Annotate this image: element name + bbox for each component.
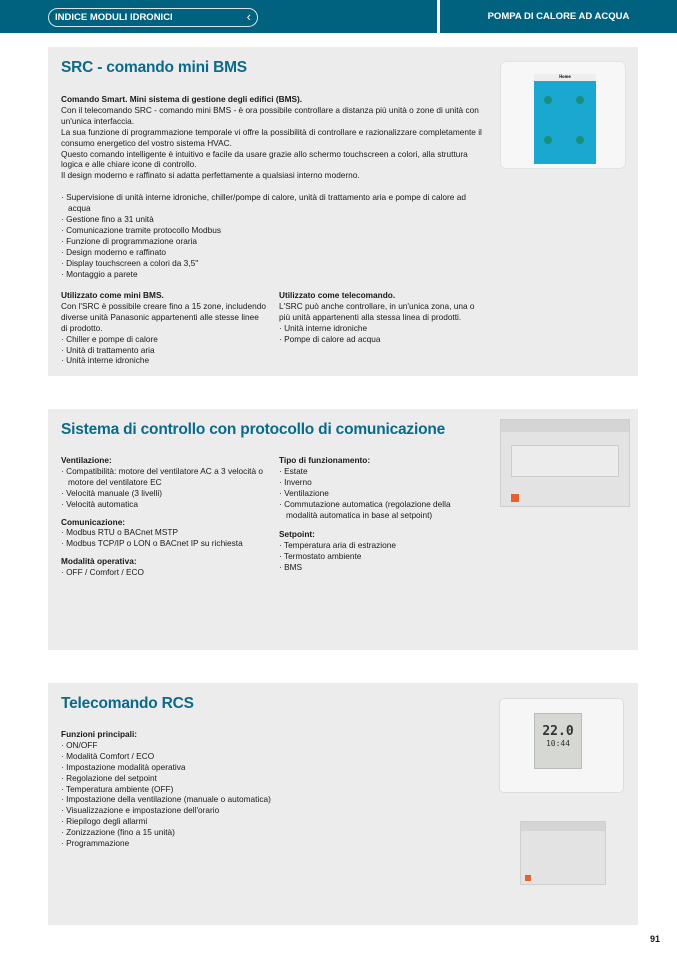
setpoint-heading: Setpoint: <box>279 529 315 540</box>
src-panel <box>48 47 638 376</box>
list-item: · Modalità Comfort / ECO <box>61 750 155 761</box>
bms-item: · Unità di trattamento aria <box>61 344 155 355</box>
section-title: POMPA DI CALORE AD ACQUA <box>487 11 630 22</box>
operation-heading: Tipo di funzionamento: <box>279 455 371 465</box>
remote-item: · Unità interne idroniche <box>279 322 368 333</box>
list-item: · Velocità manuale (3 livelli) <box>61 487 162 498</box>
feature-item: · Design moderno e raffinato <box>61 246 167 257</box>
intro-p: Questo comando intelligente è intuitivo e facile da usare grazie allo schermo touchscreen a colori, alla struttura logica e alle chiare icone di controllo. <box>61 148 468 170</box>
rcs-title: Telecomando RCS <box>61 695 194 712</box>
feature-item: · Display touchscreen a colori da 3,5'' <box>61 257 199 268</box>
rcs-functions <box>61 729 361 849</box>
page-number: 91 <box>650 934 661 944</box>
list-item: · Estate <box>279 465 308 476</box>
feature-item: · Montaggio a parete <box>61 268 138 279</box>
feature-item: · Comunicazione tramite protocollo Modbus <box>61 224 222 235</box>
controller-image-small <box>520 821 606 885</box>
bms-item: · Unità interne idroniche <box>61 355 150 366</box>
mode-heading: Modalità operativa: <box>61 556 137 567</box>
list-item: · Regolazione del setpoint <box>61 772 157 783</box>
list-item: · Zonizzazione (fino a 15 unità) <box>61 827 175 838</box>
index-link[interactable] <box>48 8 258 27</box>
list-item: · Termostato ambiente <box>279 551 362 562</box>
feature-item: · Gestione fino a 31 unità <box>61 214 154 225</box>
list-item: · Ventilazione <box>279 487 329 498</box>
functions-heading: Funzioni principali: <box>61 729 138 739</box>
system-panel <box>48 409 638 650</box>
ventilation-heading: Ventilazione: <box>61 455 112 465</box>
intro-heading: Comando Smart. Mini sistema di gestione degli edifici (BMS). <box>61 94 303 104</box>
list-item: · ON/OFF <box>61 739 98 750</box>
list-item: · Velocità automatica <box>61 498 139 509</box>
controller-image <box>500 419 630 507</box>
remote-heading: Utilizzato come telecomando. <box>279 290 396 300</box>
intro-p: Il design moderno e raffinato si adatta perfettamente a qualsiasi interno moderno. <box>61 170 360 181</box>
remote-block <box>279 290 479 345</box>
bms-text: Con l'SRC è possibile creare fino a 15 zone, includendo diverse unità Panasonic appartenenti alle stesse linee di prodotto. <box>61 300 266 333</box>
display-time: 10:44 <box>545 739 571 748</box>
list-item: · Temperatura aria di estrazione <box>279 540 396 551</box>
bms-block <box>61 290 266 366</box>
screen-title: Home <box>559 74 571 79</box>
list-item: · Modbus RTU o BACnet MSTP <box>61 527 178 538</box>
bms-item: · Chiller e pompe di calore <box>61 333 158 344</box>
list-item: · Impostazione della ventilazione (manuale o automatica) <box>61 794 271 805</box>
list-item: · Modbus TCP/IP o LON o BACnet IP su richiesta <box>61 538 243 549</box>
bms-heading: Utilizzato come mini BMS. <box>61 290 164 300</box>
list-item: · Temperatura ambiente (OFF) <box>61 783 174 794</box>
feature-item: · Supervisione di unità interne idroniche, chiller/pompe di calore, unità di trattamento aria e pompe di calore ad acqua <box>61 192 466 214</box>
intro-p: Con il telecomando SRC - comando mini BMS - è ora possibile controllare a distanza più unità o zone di unità con un'unica interfaccia. <box>61 104 479 126</box>
chevron-left-icon[interactable]: ‹ <box>246 9 251 24</box>
rcs-device-image <box>499 698 624 793</box>
src-title: SRC - comando mini BMS <box>61 59 247 76</box>
src-device-image <box>500 61 626 169</box>
display-temp: 22.0 <box>542 724 574 739</box>
remote-item: · Pompe di calore ad acqua <box>279 333 381 344</box>
index-label: INDICE MODULI IDRONICI <box>55 12 173 23</box>
system-right <box>279 455 484 573</box>
list-item: · BMS <box>279 562 303 573</box>
list-item: · Commutazione automatica (regolazione della modalità automatica in base al setpoint) <box>279 498 451 520</box>
remote-text: L'SRC può anche controllare, in un'unica zona, una o più unità appartenenti alla stessa linea di prodotti. <box>279 300 475 322</box>
list-item: · Programmazione <box>61 838 130 849</box>
communication-heading: Comunicazione: <box>61 516 126 527</box>
feature-item: · Funzione di programmazione oraria <box>61 235 198 246</box>
src-intro <box>61 94 486 280</box>
system-title: Sistema di controllo con protocollo di comunicazione <box>61 421 446 438</box>
header-bar <box>0 0 677 33</box>
list-item: · Impostazione modalità operativa <box>61 761 186 772</box>
list-item: · Compatibilità: motore del ventilatore AC a 3 velocità o motore del ventilatore EC <box>61 465 263 487</box>
list-item: · Riepilogo degli allarmi <box>61 816 148 827</box>
system-left <box>61 455 271 578</box>
list-item: · Visualizzazione e impostazione dell'orario <box>61 805 220 816</box>
intro-p: La sua funzione di programmazione temporale vi offre la possibilità di controllare e razionalizzare completamente il consumo energetico del vostro sistema HVAC. <box>61 126 482 148</box>
list-item: · OFF / Comfort / ECO <box>61 567 144 578</box>
rcs-panel <box>48 683 638 925</box>
list-item: · Inverno <box>279 476 312 487</box>
